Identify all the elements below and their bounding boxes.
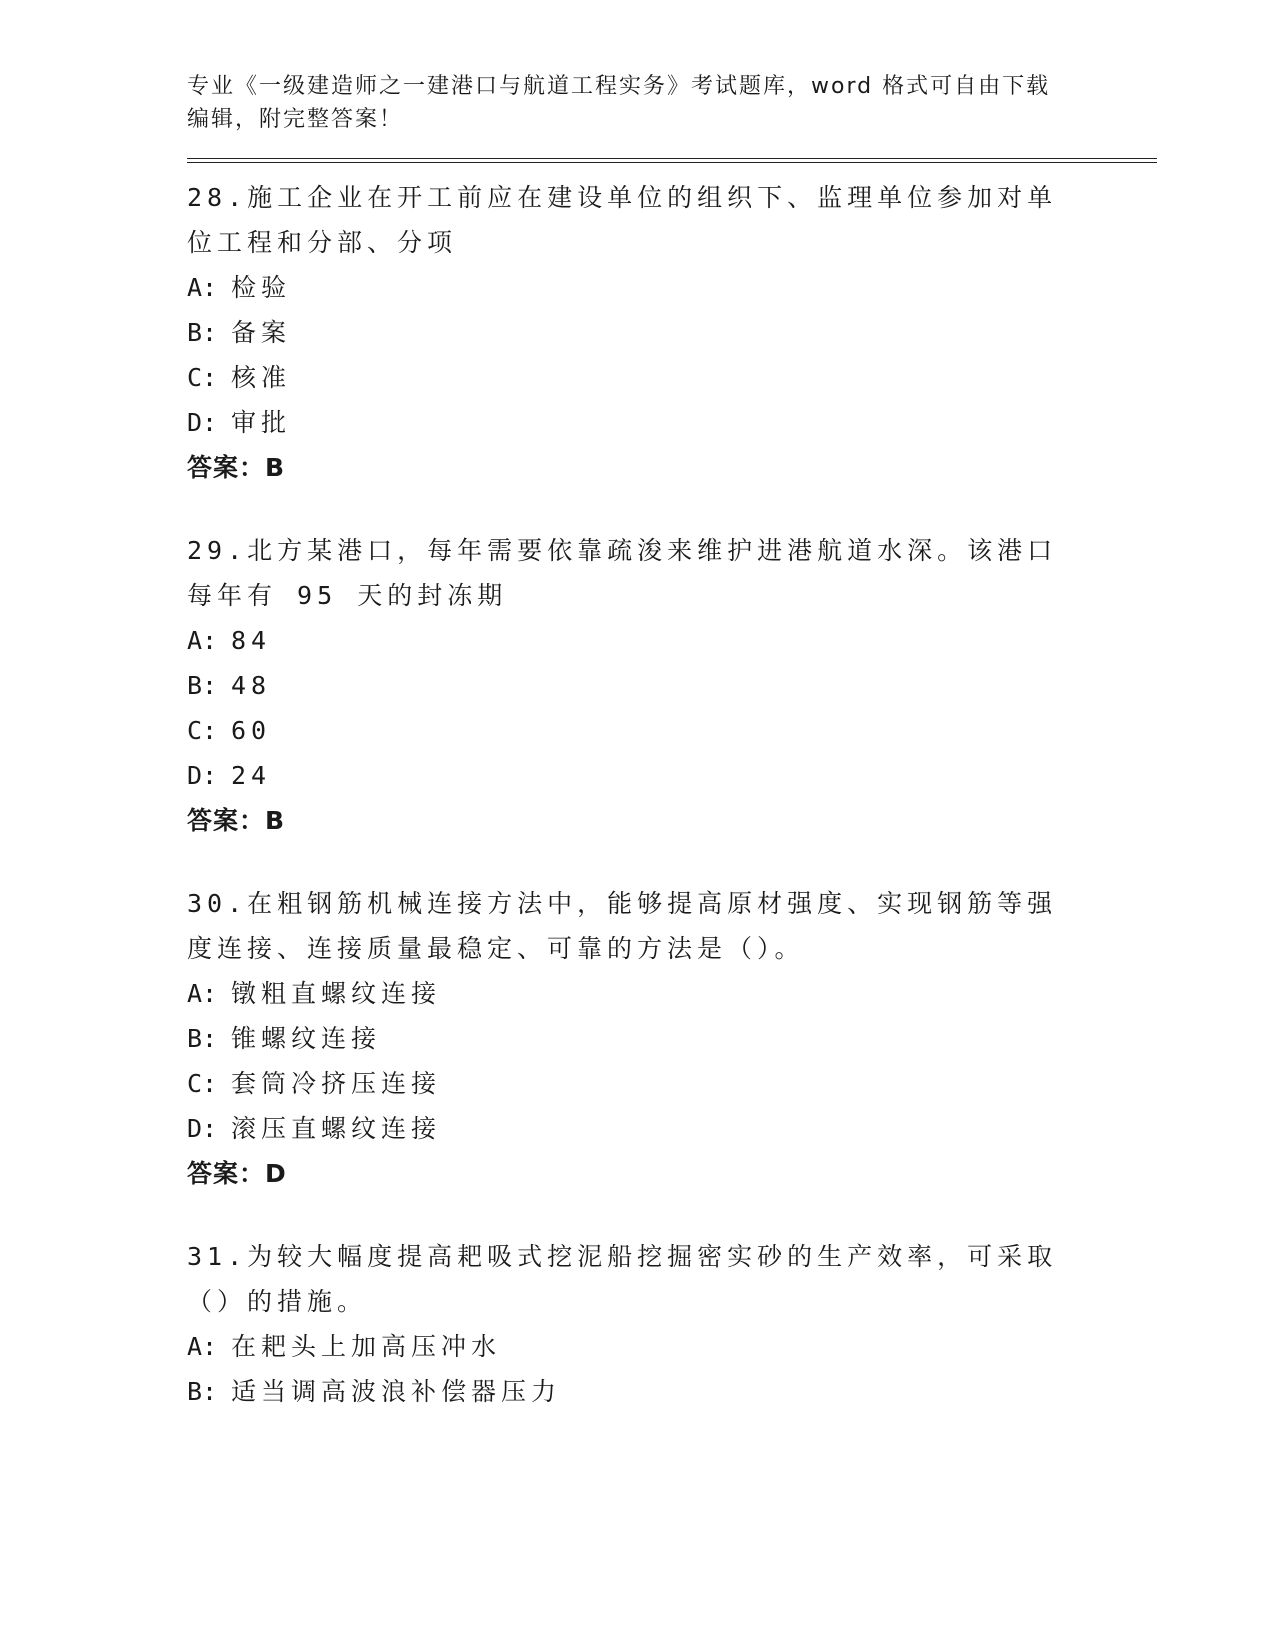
answer-line: 答案：B	[187, 806, 286, 835]
option-text: 48	[231, 671, 272, 700]
header-double-rule	[187, 158, 1157, 163]
option-text: 锥螺纹连接	[231, 1024, 382, 1053]
question-29	[187, 528, 1157, 843]
option-text: 镦粗直螺纹连接	[231, 979, 442, 1008]
answer-line: 答案：D	[187, 1159, 287, 1188]
option-letter: D:	[187, 408, 218, 437]
question-28	[187, 175, 1157, 490]
option-text: 审批	[231, 408, 292, 437]
option-letter: B:	[187, 1377, 218, 1406]
option-b	[187, 310, 1157, 355]
option-c	[187, 708, 1157, 753]
question-30	[187, 881, 1157, 1196]
option-letter: A:	[187, 626, 218, 655]
answer-line: 答案：B	[187, 453, 286, 482]
option-letter: C:	[187, 716, 218, 745]
option-d	[187, 400, 1157, 445]
document-page	[187, 70, 1157, 1414]
option-letter: B:	[187, 1024, 218, 1053]
option-text: 套筒冷挤压连接	[231, 1069, 442, 1098]
header-line-1: 专业《一级建造师之一建港口与航道工程实务》考试题库，word 格式可自由下载	[187, 74, 1051, 99]
option-c	[187, 1061, 1157, 1106]
question-stem: 31.为较大幅度提高耙吸式挖泥船挖掘密实砂的生产效率，可采取（）的措施。	[187, 1242, 1058, 1316]
option-letter: B:	[187, 671, 218, 700]
option-a	[187, 618, 1157, 663]
option-letter: B:	[187, 318, 218, 347]
option-letter: A:	[187, 273, 218, 302]
question-31	[187, 1234, 1157, 1414]
option-text: 24	[231, 761, 272, 790]
option-b	[187, 1369, 1157, 1414]
option-text: 在耙头上加高压冲水	[231, 1332, 502, 1361]
option-a	[187, 1324, 1157, 1369]
header-line-2: 编辑，附完整答案！	[187, 107, 404, 132]
option-text: 滚压直螺纹连接	[231, 1114, 442, 1143]
option-text: 60	[231, 716, 272, 745]
option-a	[187, 265, 1157, 310]
option-letter: D:	[187, 1114, 218, 1143]
option-d	[187, 753, 1157, 798]
question-stem: 28.施工企业在开工前应在建设单位的组织下、监理单位参加对单位工程和分部、分项	[187, 183, 1058, 257]
option-letter: C:	[187, 363, 218, 392]
document-header	[187, 70, 1067, 136]
option-text: 检验	[231, 273, 292, 302]
option-letter: C:	[187, 1069, 218, 1098]
option-b	[187, 663, 1157, 708]
question-stem: 30.在粗钢筋机械连接方法中，能够提高原材强度、实现钢筋等强度连接、连接质量最稳定、可靠的方法是（）。	[187, 889, 1058, 963]
option-letter: D:	[187, 761, 218, 790]
header-rule-inner	[187, 162, 1157, 163]
option-text: 84	[231, 626, 272, 655]
question-stem: 29.北方某港口，每年需要依靠疏浚来维护进港航道水深。该港口每年有 95 天的封冻期	[187, 536, 1058, 610]
option-text: 适当调高波浪补偿器压力	[231, 1377, 562, 1406]
option-c	[187, 355, 1157, 400]
option-text: 核准	[231, 363, 292, 392]
option-letter: A:	[187, 1332, 218, 1361]
option-a	[187, 971, 1157, 1016]
option-text: 备案	[231, 318, 292, 347]
option-letter: A:	[187, 979, 218, 1008]
option-b	[187, 1016, 1157, 1061]
option-d	[187, 1106, 1157, 1151]
